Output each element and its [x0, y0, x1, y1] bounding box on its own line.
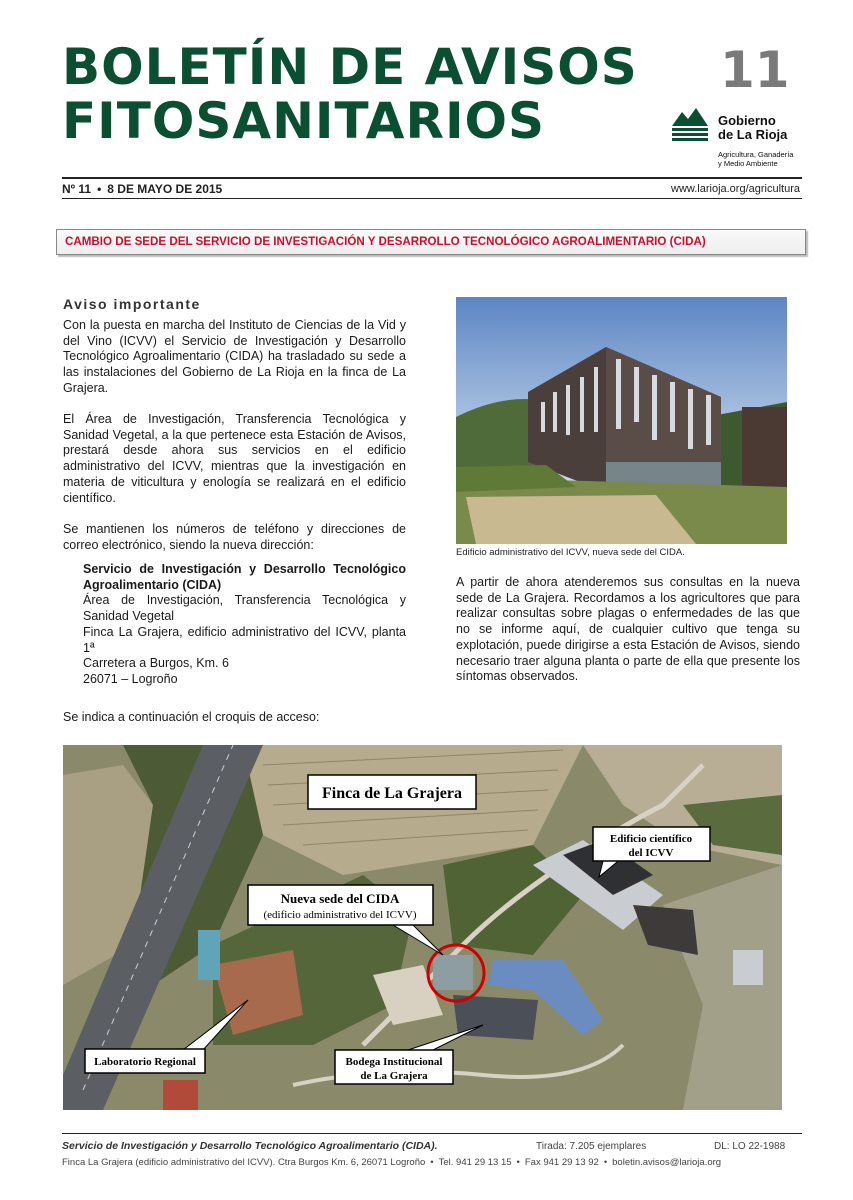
footer-rule — [62, 1133, 802, 1134]
building-photo — [456, 297, 787, 544]
address-city: 26071 – Logroño — [83, 671, 178, 686]
bullet-separator: • — [603, 1157, 608, 1168]
address-service-name: Servicio de Investigación y Desarrollo Tecnológico Agroalimentario (CIDA) — [83, 562, 406, 592]
bullet-separator: • — [97, 182, 102, 196]
label-cientifico-2: del ICVV — [628, 847, 674, 859]
bulletin-title — [62, 40, 638, 148]
logo-department — [718, 150, 808, 168]
logo-line2: de La Rioja — [718, 127, 788, 142]
logo-name — [718, 114, 787, 142]
footer-contact — [62, 1157, 721, 1168]
issue-date: 8 DE MAYO DE 2015 — [107, 182, 223, 196]
label-laboratorio: Laboratorio Regional — [94, 1056, 196, 1068]
label-bodega-2: de La Grajera — [360, 1070, 428, 1082]
footer-print-run: Tirada: 7.205 ejemplares — [536, 1141, 647, 1152]
map-title: Finca de La Grajera — [322, 785, 462, 802]
photo-caption: Edificio administrativo del ICVV, nueva sede del CIDA. — [456, 547, 685, 558]
bulletin-title-line2: FITOSANITARIOS — [62, 92, 546, 150]
address-area: Área de Investigación, Transferencia Tecnológica y Sanidad Vegetal — [83, 593, 406, 624]
headline-banner: CAMBIO DE SEDE DEL SERVICIO DE INVESTIGACIÓN Y DESARROLLO TECNOLÓGICO AGROALIMENTARIO (CIDA) — [56, 229, 806, 255]
footer-email-link[interactable]: boletin.avisos@larioja.org — [612, 1157, 722, 1168]
paragraph-3: Se mantienen los números de teléfono y direcciones de correo electrónico, siendo la nueva dirección: — [63, 522, 406, 552]
paragraph-1: Con la puesta en marcha del Instituto de Ciencias de la Vid y del Vino (ICVV) el Servicio de Investigación y Desarrollo Tecnológico Agroalimentario (CIDA) ha trasladado su sede a las instalaciones del Gobierno de La Rioja en la finca de La Grajera. — [63, 318, 406, 395]
header-rule-top — [62, 177, 802, 179]
address-road: Carretera a Burgos, Km. 6 — [83, 656, 229, 671]
address-building: Finca La Grajera, edificio administrativo del ICVV, planta 1ª — [83, 624, 406, 655]
footer-phone: Tel. 941 29 13 15 — [438, 1157, 512, 1168]
paragraph-2: El Área de Investigación, Transferencia Tecnológica y Sanidad Vegetal, a la que pertenece esta Estación de Avisos, prestará desde ahora sus servicios en el edificio administrativo del ICVV, mientras que la investigación en materia de viticultura y enología se realizará en el edificio científico. — [63, 412, 406, 505]
website-link[interactable]: www.larioja.org/agricultura — [671, 183, 800, 195]
access-map — [63, 745, 782, 1110]
label-bodega-1: Bodega Institucional — [345, 1056, 443, 1068]
issue-number-large: 11 — [720, 41, 790, 99]
footer-address: Finca La Grajera (edificio administrativo del ICVV). Ctra Burgos Km. 6, 26071 Logroño — [62, 1157, 426, 1168]
logo-sub1: Agricultura, Ganadería — [718, 150, 794, 159]
header-rule-bottom — [62, 198, 802, 199]
label-sede-2: (edificio administrativo del ICVV) — [263, 909, 417, 921]
logo-line1: Gobierno — [718, 113, 776, 128]
new-address — [83, 562, 406, 688]
footer-legal-deposit: DL: LO 22-1988 — [714, 1141, 786, 1152]
section-heading: Aviso importante — [63, 296, 201, 312]
label-cientifico-1: Edificio científico — [609, 833, 693, 845]
bullet-separator: • — [516, 1157, 520, 1168]
label-sede-1: Nueva sede del CIDA — [280, 891, 400, 906]
footer-service: Servicio de Investigación y Desarrollo Tecnológico Agroalimentario (CIDA). — [62, 1140, 438, 1152]
bulletin-title-line1: BOLETÍN DE AVISOS — [62, 38, 638, 96]
issue-info — [62, 182, 222, 196]
bullet-separator: • — [430, 1157, 434, 1168]
paragraph-4: A partir de ahora atenderemos sus consultas en la nueva sede de La Grajera. Recordamos a los agricultores que para realizar consultas sobre plagas o enfermedades de las que no se informe aquí, de cualquier cultivo que tenga su explotación, puede dirigirse a esta Estación de Avisos, siendo necesario traer alguna planta o parte de ella que presente los síntomas observados. — [456, 575, 800, 684]
map-intro: Se indica a continuación el croquis de acceso: — [63, 710, 320, 724]
map-title-callout — [308, 775, 476, 809]
footer-fax: Fax 941 29 13 92 — [524, 1157, 599, 1168]
issue-label: Nº 11 — [62, 182, 92, 196]
logo-sub2: y Medio Ambiente — [718, 159, 778, 168]
